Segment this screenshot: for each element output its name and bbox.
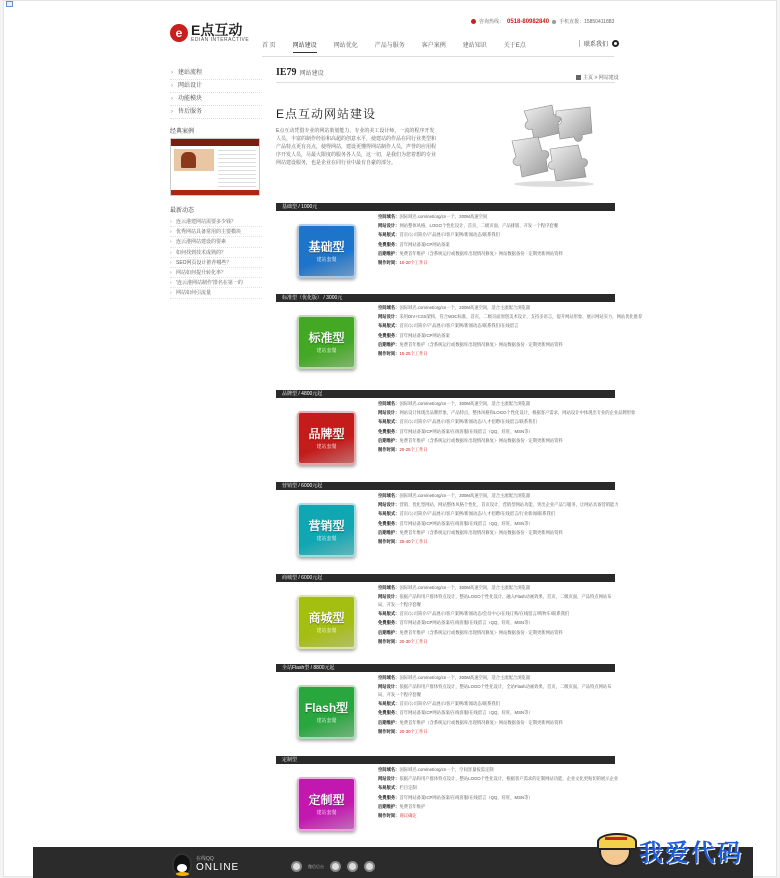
package-detail-row <box>378 349 615 358</box>
sidebar-item-1[interactable]: › 网站设计 <box>170 80 262 93</box>
package-name: 基础型 <box>308 239 345 254</box>
detail-key: 后期维护： <box>378 341 400 347</box>
package-detail-row <box>378 699 615 708</box>
package-detail-row <box>378 528 615 537</box>
detail-value: 栏目定制 <box>399 785 417 791</box>
news-item[interactable]: › 网站如何引流量 <box>170 288 262 298</box>
package-detail-row <box>378 765 615 774</box>
package-detail-row <box>378 708 615 717</box>
package-detail-row <box>378 537 615 546</box>
detail-key: 布局版式： <box>378 419 400 425</box>
page <box>3 0 777 877</box>
package-name: 营销型 <box>308 518 345 533</box>
package-subtitle: 建站套餐 <box>316 717 337 724</box>
package-detail-row <box>378 445 615 454</box>
service-icon[interactable] <box>364 861 375 872</box>
nav-item-4[interactable]: 客户案例 <box>421 43 446 49</box>
case-title: 经典案例 <box>170 129 195 135</box>
qq-status: ONLINE <box>196 862 240 873</box>
detail-key: 免费服务： <box>378 332 400 338</box>
wechat-icon[interactable] <box>291 861 302 872</box>
detail-value: 首年网站备案ICP网站备案 <box>399 332 450 338</box>
qq-online-button[interactable] <box>172 853 239 875</box>
detail-key: 空间域名： <box>378 493 400 498</box>
package-detail-row <box>378 408 636 417</box>
qq-icon[interactable] <box>347 861 358 872</box>
nav-divider <box>579 40 580 47</box>
detail-key: 后期维护： <box>378 803 400 809</box>
package-badge[interactable] <box>297 595 356 649</box>
package-subtitle: 建站套餐 <box>316 809 337 816</box>
detail-value: 国际域名.com/net/org/cn一个，空间容量按需定制 <box>399 767 494 772</box>
detail-value: 首页/公司简介/产品展示/客户案例/新闻动态/联系我们 <box>399 701 500 707</box>
weibo-icon[interactable] <box>330 861 341 872</box>
nav-item-3[interactable]: 产品与服务 <box>374 43 405 49</box>
detail-key: 制作时间： <box>378 351 400 357</box>
detail-value: 国际域名.com/net/org/cn一个，300M高速空间，适合主流配合浏览器 <box>399 401 531 406</box>
detail-value: 25-40个工作日 <box>399 539 428 545</box>
package-detail-row <box>378 312 643 321</box>
package-detail-row <box>378 593 615 609</box>
detail-key: 网站设计： <box>378 776 400 782</box>
section-code: IE79 <box>276 67 297 78</box>
frame-marker <box>6 1 13 7</box>
package-detail-row <box>378 303 615 312</box>
package-detail-row <box>378 583 615 592</box>
sidebar-item-3[interactable]: › 售后服务 <box>170 106 262 119</box>
detail-key: 制作时间： <box>378 813 400 819</box>
package-details <box>378 765 619 820</box>
sidebar-item-0[interactable]: › 建站流程 <box>170 67 262 80</box>
detail-value: 国际域名.com/net/org/cn一个，300M高速空间，适合主流配合浏览器 <box>399 675 531 680</box>
package-subtitle: 建站套餐 <box>316 443 337 450</box>
package-detail-row <box>378 793 615 802</box>
detail-key: 布局版式： <box>378 511 400 517</box>
luffy-avatar-icon <box>599 835 631 867</box>
news-list <box>170 217 262 299</box>
package-details <box>378 303 643 358</box>
detail-key: 制作时间： <box>378 539 400 545</box>
package-detail-row <box>378 258 615 267</box>
detail-value: 首年网站备案ICP网站备案/在线客服/在线留言（QQ，旺旺，MSN等） <box>399 794 533 800</box>
watermark <box>599 833 743 868</box>
nav-item-0[interactable]: 首 页 <box>262 43 276 49</box>
package-details <box>378 399 636 454</box>
package-subtitle: 建站套餐 <box>316 535 337 542</box>
package-detail-row <box>378 519 615 528</box>
package-subtitle: 建站套餐 <box>316 256 337 263</box>
detail-key: 免费服务： <box>378 620 400 626</box>
package-name: 商城型 <box>308 610 345 625</box>
puzzle-illustration <box>494 93 614 188</box>
package-subtitle: 建站套餐 <box>316 347 337 354</box>
home-icon <box>576 75 581 80</box>
package-badge[interactable] <box>297 315 356 369</box>
detail-key: 免费服务： <box>378 794 400 800</box>
package-detail-row <box>378 399 615 408</box>
detail-value: 首页/公司简介/产品展示/客户案例/新闻动态/联系我们/在线留言 <box>399 323 519 329</box>
news-item[interactable]: › '连云港网站制作'排名在第一的 <box>170 278 262 288</box>
package-detail-row <box>378 500 619 509</box>
detail-key: 空间域名： <box>378 585 400 590</box>
news-item[interactable]: › 网站如何提升转化率？ <box>170 268 262 278</box>
detail-value: 20-30个工作日 <box>399 638 428 644</box>
detail-key: 空间域名： <box>378 675 400 680</box>
intro-text: E点互动凭借专业的网站策划能力，专业的美工设计师，一流的程序开发人员，丰富的制作经验和高超的创意水平，使建站的作品在同行业类型和产品特点更有亮点，使得网站，建设更懂得网站制作人员，声誉的应用程序开发人员，尽最大限度的服务各人员，这一切，是我们为您着想的专业网站建设服务，也是企业在同行业中最有自豪的部分。 <box>276 128 437 166</box>
package-detail-row <box>378 221 615 230</box>
detail-value: 免费首年维护 <box>399 803 426 809</box>
main-nav <box>262 40 543 53</box>
detail-value: 20-30个工作日 <box>399 728 428 734</box>
detail-key: 网站设计： <box>378 502 400 508</box>
detail-key: 后期维护： <box>378 437 400 443</box>
package-header: 全站Flash型 / 8800元起 <box>276 664 615 672</box>
detail-value: 国际域名.com/net/org/cn一个，300M高速空间 <box>399 214 488 219</box>
hotline-label: 咨询热线： <box>479 19 505 25</box>
package-detail-row <box>378 331 615 340</box>
detail-value: 国际域名.com/net/org/cn一个，200M高速空间，适合主流配合浏览器 <box>399 305 531 310</box>
detail-value: 国际域名.com/net/org/cn一个，300M高速空间，适合主流配合浏览器 <box>399 493 531 498</box>
package-header: 商城型 / 6000元起 <box>276 574 615 582</box>
contact-us-link[interactable] <box>579 39 619 48</box>
detail-key: 网站设计： <box>378 683 400 689</box>
detail-value: 免费首年维护（含系统运行或数据库出现情况修复）· 网站数据备份 · 定期更新网站资料 <box>399 250 563 256</box>
detail-value: 15-25个工作日 <box>399 351 428 357</box>
package-name: 定制型 <box>308 792 345 807</box>
detail-key: 后期维护： <box>378 629 400 635</box>
watermark-text: 我爱代码 <box>639 839 743 867</box>
detail-key: 免费服务： <box>378 241 400 247</box>
package-detail-row <box>378 427 615 436</box>
detail-value: 免费首年维护（含系统运行或数据库出现情况修复）· 网站数据备份 · 定期更新网站资料 <box>399 719 563 725</box>
package-header: 品牌型 / 4800元起 <box>276 390 615 398</box>
package-name: Flash型 <box>304 700 349 715</box>
package-detail-row <box>378 618 615 627</box>
detail-value: 免费首年维护（含系统运行或数据库出现情况修复）· 网站数据备份 · 定期更新网站资料 <box>399 341 563 347</box>
detail-value: 首页/公司简介/产品展示/客户案例/新闻动态/会员中心/在线订购/在线留言/购物车/联系我们 <box>399 611 570 617</box>
detail-key: 空间域名： <box>378 401 400 406</box>
detail-value: 首年网站备案ICP网站备案/在线客服/在线留言（QQ，旺旺，MSN等） <box>399 428 533 434</box>
detail-value: 国际域名.com/net/org/cn一个，300M高速空间，适合主流配合浏览器 <box>399 585 531 590</box>
logo-e-icon: e <box>170 24 188 42</box>
detail-key: 布局版式： <box>378 323 400 329</box>
package-detail-row <box>378 249 615 258</box>
detail-value: 10-20个工作日 <box>399 260 428 266</box>
detail-value: 首页/公司简介/产品展示/客户案例/新闻动态/联系我们 <box>399 232 500 238</box>
package-detail-row <box>378 212 615 221</box>
package-detail-row <box>378 436 615 445</box>
package-detail-row <box>378 240 615 249</box>
detail-value: 依据产品和用户群体特点设计，整站LOGO个性化设计，根据客户需求的定制网站功能，企业文化更贴切的展示企业 <box>399 776 619 782</box>
detail-value: 网站设计体现出品牌形象，产品特点，整体风格和LOGO个性化设计，根据客户需求，网站设计中体现出专业的企业品牌形象 <box>399 410 636 416</box>
hotline-number: 0518-80982840 <box>507 18 550 25</box>
package-detail-row <box>378 727 615 736</box>
package-detail-row <box>378 417 615 426</box>
package-detail-row <box>378 802 615 811</box>
detail-value: 免费首年维护（含系统运行或数据库出现情况修复）· 网站数据备份 · 定期更新网站资料 <box>399 529 563 535</box>
detail-value: 免费首年维护（含系统运行或数据库出现情况修复）· 网站数据备份 · 定期更新网站资料 <box>399 437 563 443</box>
news-title: 最新动态 <box>170 208 195 214</box>
footer-icons <box>291 861 375 872</box>
section-name: 网站建设 <box>299 71 324 77</box>
package-detail-row <box>378 673 615 682</box>
qq-label: 在线QQ <box>196 856 214 862</box>
detail-value: 首年网站备案ICP网站备案/在线客服/在线留言（QQ，旺旺，MSN等） <box>399 620 533 626</box>
section-heading <box>276 67 324 78</box>
detail-key: 后期维护： <box>378 719 400 725</box>
detail-key: 网站设计： <box>378 593 400 599</box>
footer-icons-label: 微信后台 <box>308 863 324 869</box>
detail-key: 制作时间： <box>378 447 400 453</box>
detail-value: 网站整体风格，LOGO个性化设计，首页，二级页面，产品排版，开发一个程序套餐 <box>399 223 558 229</box>
sidebar-item-2[interactable]: › 功能模块 <box>170 93 262 106</box>
nav-item-5[interactable]: 建站知识 <box>462 43 487 49</box>
nav-item-2[interactable]: 网站优化 <box>333 43 358 49</box>
detail-value: 首页/公司简介/产品展示/客户案例/新闻动态/人才招聘/在线留言/联系我们 <box>399 419 537 425</box>
package-badge[interactable] <box>297 224 356 278</box>
detail-key: 布局版式： <box>378 785 400 791</box>
news-item[interactable]: › 如何找到技术成熟的？ <box>170 248 262 258</box>
package-detail-row <box>378 609 615 618</box>
page-title: E点互动网站建设 <box>276 107 377 121</box>
detail-value: 首页/公司简介/产品展示/客户案例/新闻动态/人才招聘/在线留言/行业新闻/联系我们 <box>399 511 556 517</box>
package-name: 标准型 <box>308 330 345 345</box>
detail-key: 空间域名： <box>378 305 400 310</box>
breadcrumb-text[interactable]: 主页 > 网站建设 <box>583 75 619 81</box>
detail-key: 后期维护： <box>378 529 400 535</box>
detail-key: 空间域名： <box>378 767 400 772</box>
package-name: 品牌型 <box>308 426 345 441</box>
detail-value: 首年网站备案ICP网站备案/在线客服/在线留言（QQ，旺旺，MSN等） <box>399 710 533 716</box>
detail-value: 采用DIV+CSS架构，符合W3C标准，首页，二级页面原创美术设计，支持多语言，提升网站形象，展示网站实力，网站优化推荐 <box>399 314 643 320</box>
package-detail-row <box>378 683 615 699</box>
mobile-label: 手机直拨：15850411883 <box>559 19 615 25</box>
package-detail-row <box>378 321 615 330</box>
package-details <box>378 583 615 646</box>
detail-key: 布局版式： <box>378 611 400 617</box>
package-badge[interactable] <box>297 685 356 739</box>
package-badge[interactable] <box>297 777 356 831</box>
package-header: 定制型 <box>276 756 615 764</box>
detail-value: 免费首年维护（含系统运行或数据库出现情况修复）· 网站数据备份 · 定期更新网站资料 <box>399 629 563 635</box>
news-item[interactable]: › 连云港网站建设的要素 <box>170 237 262 247</box>
package-detail-row <box>378 340 615 349</box>
package-detail-row <box>378 774 619 783</box>
package-header: 标准型（优化版） / 3000元 <box>276 294 615 302</box>
detail-value: 20-25个工作日 <box>399 447 428 453</box>
detail-key: 免费服务： <box>378 710 400 716</box>
package-detail-row <box>378 491 615 500</box>
sidebar-menu <box>170 67 262 119</box>
detail-key: 制作时间： <box>378 260 400 266</box>
package-detail-row <box>378 628 615 637</box>
detail-value: 首年网站备案ICP网站备案 <box>399 241 450 247</box>
breadcrumb <box>576 74 619 81</box>
detail-key: 制作时间： <box>378 728 400 734</box>
package-detail-row <box>378 783 615 792</box>
phone-icon <box>471 19 476 24</box>
detail-value: 依据产品和用户群体特点设计，整站LOGO个性化设计，全站Flash动画效果，首页，二级页面，产品特点网站布局，开发一个程序套餐 <box>378 683 612 697</box>
contact-label: 联系我们 <box>584 42 609 48</box>
package-detail-row <box>378 637 615 646</box>
detail-key: 网站设计： <box>378 314 400 320</box>
package-badge[interactable] <box>297 411 356 465</box>
package-subtitle: 建站套餐 <box>316 627 337 634</box>
nav-item-6[interactable]: 关于E点 <box>503 43 526 49</box>
package-details <box>378 212 615 267</box>
detail-key: 网站设计： <box>378 410 400 416</box>
header-divider <box>262 56 614 57</box>
detail-key: 免费服务： <box>378 520 400 526</box>
detail-key: 布局版式： <box>378 232 400 238</box>
detail-key: 免费服务： <box>378 428 400 434</box>
hotline <box>471 18 614 25</box>
news-item[interactable]: › 连云港建网站需要多少钱？ <box>170 217 262 227</box>
detail-key: 网站设计： <box>378 223 400 229</box>
package-detail-row <box>378 509 615 518</box>
contact-icon <box>612 40 619 47</box>
package-detail-row <box>378 811 615 820</box>
mobile-icon <box>552 20 556 24</box>
news-item[interactable]: › 优秀网站具备常用的主要模块 <box>170 227 262 237</box>
package-details <box>378 491 619 546</box>
logo-cn: E点互动 <box>191 22 243 38</box>
package-header: 营销型 / 6000元起 <box>276 482 615 490</box>
qq-penguin-icon <box>172 853 192 875</box>
logo-en: EDIAN INTERACTIVE <box>191 37 250 43</box>
site-logo[interactable] <box>170 23 249 43</box>
detail-key: 后期维护： <box>378 250 400 256</box>
package-detail-row <box>378 718 615 727</box>
detail-key: 空间域名： <box>378 214 400 219</box>
detail-key: 制作时间： <box>378 638 400 644</box>
detail-key: 布局版式： <box>378 701 400 707</box>
detail-value: 依据产品和用户群体特点设计，整站LOGO个性化设计，融入Flash动画效果，首页，二级页面，产品特点网站布局，开发一个程序套餐 <box>378 593 612 607</box>
detail-value: 首年网站备案ICP网站备案/在线客服/在线留言（QQ，旺旺，MSN等） <box>399 520 533 526</box>
package-header: 基础型 / 1000元 <box>276 203 615 211</box>
case-thumbnail[interactable] <box>170 138 260 196</box>
package-badge[interactable] <box>297 503 356 557</box>
section-divider <box>276 82 615 83</box>
package-detail-row <box>378 230 615 239</box>
package-details <box>378 673 615 736</box>
nav-item-1[interactable]: 网站建设 <box>293 40 317 53</box>
detail-value: 商议确定 <box>399 813 417 819</box>
detail-value: 营销、优化型网站，网站整体风格个性化，首页设计，营销型网站功能，突出企业产品与服务，让网站具备营销能力 <box>399 502 619 508</box>
news-item[interactable]: › SEO网页设计推荐哪些？ <box>170 258 262 268</box>
